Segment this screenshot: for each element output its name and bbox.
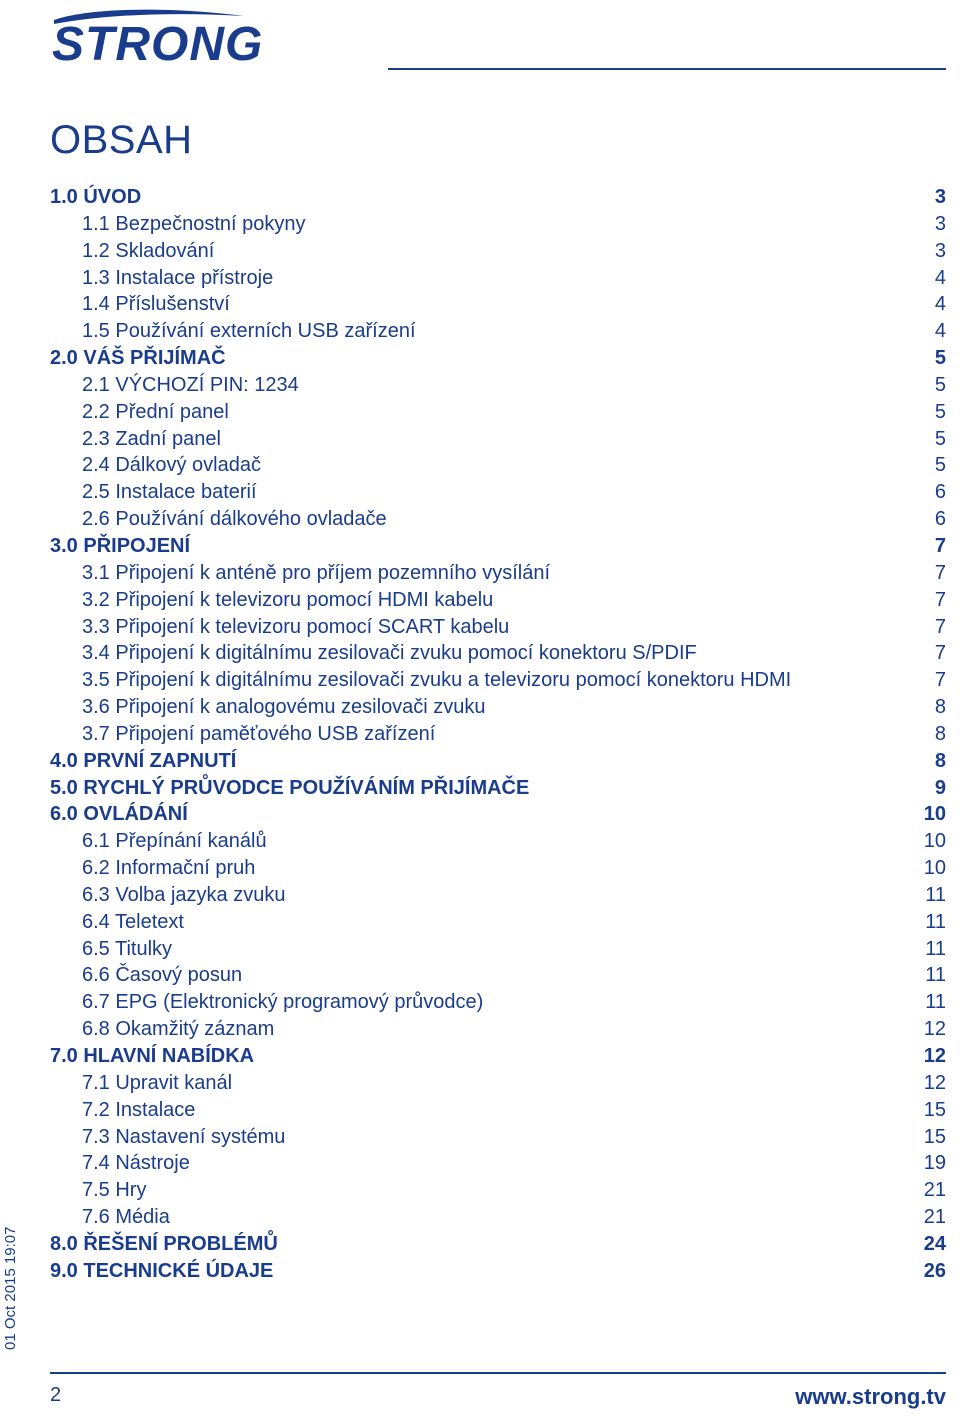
toc-entry-label: 7.6 Média — [82, 1206, 170, 1229]
toc-entry-label: 7.5 Hry — [82, 1179, 147, 1202]
toc-entry-page: 10 — [923, 803, 946, 826]
toc-subsection-entry[interactable] — [50, 989, 946, 1016]
toc-entry-page: 21 — [923, 1206, 946, 1229]
toc-subsection-entry[interactable] — [50, 291, 946, 318]
toc-subsection-entry[interactable] — [50, 1016, 946, 1043]
toc-entry-label: 7.0 HLAVNÍ NABÍDKA — [50, 1045, 255, 1067]
toc-entry-page: 5 — [934, 454, 946, 477]
toc-entry-label: 2.0 VÁŠ PŘIJÍMAČ — [50, 347, 226, 370]
toc-section-entry[interactable] — [50, 533, 946, 560]
toc-subsection-entry[interactable] — [50, 506, 946, 533]
toc-entry-label: 3.0 PŘIPOJENÍ — [50, 534, 191, 557]
toc-entry-label: 2.2 Přední panel — [82, 400, 229, 423]
toc-entry-page: 12 — [923, 1071, 946, 1094]
toc-entry-label: 1.3 Instalace přístroje — [82, 266, 274, 289]
toc-subsection-entry[interactable] — [50, 479, 946, 506]
toc-entry-page: 3 — [934, 186, 946, 208]
toc-entry-label: 1.4 Příslušenství — [82, 293, 230, 316]
print-timestamp: 01 Oct 2015 19:07 — [2, 1226, 19, 1350]
toc-section-entry[interactable] — [50, 184, 946, 211]
toc-entry-page: 11 — [925, 991, 946, 1014]
toc-subsection-entry[interactable] — [50, 265, 946, 292]
toc-entry-page: 12 — [923, 1018, 946, 1041]
toc-entry-label: 1.1 Bezpečnostní pokyny — [82, 212, 306, 235]
toc-subsection-entry[interactable] — [50, 667, 946, 694]
toc-entry-page: 5 — [934, 373, 946, 396]
toc-entry-label: 8.0 ŘEŠENÍ PROBLÉMŮ — [50, 1232, 278, 1255]
toc-entry-page: 7 — [934, 534, 946, 557]
toc-entry-label: 1.5 Používání externích USB zařízení — [82, 320, 416, 343]
toc-entry-page: 11 — [925, 937, 946, 960]
toc-subsection-entry[interactable] — [50, 828, 946, 855]
toc-entry-page: 11 — [925, 883, 946, 906]
toc-entry-page: 12 — [923, 1045, 946, 1067]
toc-entry-page: 11 — [925, 964, 946, 987]
toc-entry-page: 3 — [934, 212, 946, 235]
toc-entry-label: 7.4 Nástroje — [82, 1152, 190, 1175]
toc-entry-page: 4 — [934, 266, 946, 289]
toc-subsection-entry[interactable] — [50, 426, 946, 453]
toc-entry-label: 3.4 Připojení k digitálnímu zesilovači zvuku pomocí konektoru S/PDIF — [82, 642, 697, 665]
logo-lettering: STRONG — [52, 18, 264, 64]
toc-entry-page: 6 — [934, 508, 946, 531]
toc-entry-label: 6.3 Volba jazyka zvuku — [82, 883, 286, 906]
toc-entry-page: 15 — [923, 1125, 946, 1148]
toc-section-entry[interactable] — [50, 1258, 946, 1285]
toc-entry-label: 6.4 Teletext — [82, 910, 184, 933]
toc-subsection-entry[interactable] — [50, 452, 946, 479]
toc-entry-label: 6.8 Okamžitý záznam — [82, 1018, 275, 1041]
toc-subsection-entry[interactable] — [50, 1177, 946, 1204]
toc-entry-page: 8 — [934, 722, 946, 745]
toc-entry-page: 5 — [934, 427, 946, 450]
toc-entry-label: 1.0 ÚVOD — [50, 186, 142, 208]
toc-entry-page: 7 — [934, 669, 946, 692]
toc-subsection-entry[interactable] — [50, 909, 946, 936]
header-divider — [388, 68, 946, 70]
toc-subsection-entry[interactable] — [50, 855, 946, 882]
toc-entry-label: 3.6 Připojení k analogovému zesilovači zvuku — [82, 696, 486, 719]
toc-entry-page: 7 — [934, 642, 946, 665]
toc-entry-page: 6 — [934, 481, 946, 504]
toc-entry-page: 4 — [934, 320, 946, 343]
page-number: 2 — [50, 1384, 62, 1406]
toc-subsection-entry[interactable] — [50, 211, 946, 238]
toc-section-entry[interactable] — [50, 748, 946, 775]
toc-entry-label: 7.3 Nastavení systému — [82, 1125, 286, 1148]
toc-entry-page: 15 — [923, 1098, 946, 1121]
toc-entry-page: 5 — [934, 400, 946, 423]
toc-entry-page: 10 — [923, 830, 946, 853]
toc-subsection-entry[interactable] — [50, 1150, 946, 1177]
toc-entry-page: 19 — [923, 1152, 946, 1175]
toc-entry-page: 21 — [923, 1179, 946, 1202]
toc-entry-label: 6.7 EPG (Elektronický programový průvodce) — [82, 991, 484, 1014]
toc-entry-label: 6.1 Přepínání kanálů — [82, 830, 267, 853]
page-title: OBSAH — [50, 118, 193, 162]
toc-entry-label: 2.4 Dálkový ovladač — [82, 454, 261, 477]
toc-entry-label: 3.3 Připojení k televizoru pomocí SCART kabelu — [82, 615, 510, 638]
toc-subsection-entry[interactable] — [50, 587, 946, 614]
toc-subsection-entry[interactable] — [50, 882, 946, 909]
website-link[interactable]: www.strong.tv — [795, 1384, 946, 1409]
toc-entry-page: 7 — [934, 615, 946, 638]
toc-entry-page: 7 — [934, 561, 946, 584]
toc-subsection-entry[interactable] — [50, 962, 946, 989]
toc-entry-page: 24 — [923, 1232, 946, 1255]
toc-entry-page: 8 — [934, 696, 946, 719]
toc-entry-label: 3.2 Připojení k televizoru pomocí HDMI kabelu — [82, 588, 494, 611]
toc-entry-label: 3.7 Připojení paměťového USB zařízení — [82, 722, 436, 745]
toc-section-entry[interactable] — [50, 775, 946, 802]
toc-entry-page: 5 — [934, 347, 946, 370]
toc-subsection-entry[interactable] — [50, 399, 946, 426]
toc-entry-page: 11 — [925, 910, 946, 933]
toc-entry-label: 2.5 Instalace baterií — [82, 481, 257, 504]
table-of-contents — [50, 184, 946, 1285]
toc-entry-label: 6.0 OVLÁDÁNÍ — [50, 803, 188, 826]
toc-entry-page: 3 — [934, 239, 946, 262]
toc-entry-label: 5.0 RYCHLÝ PRŮVODCE POUŽÍVÁNÍM PŘIJÍMAČE — [50, 776, 530, 799]
toc-subsection-entry[interactable] — [50, 936, 946, 963]
toc-entry-page: 9 — [934, 776, 946, 799]
toc-section-entry[interactable] — [50, 1043, 946, 1070]
toc-subsection-entry[interactable] — [50, 1124, 946, 1151]
toc-subsection-entry[interactable] — [50, 1204, 946, 1231]
toc-subsection-entry[interactable] — [50, 694, 946, 721]
toc-entry-label: 4.0 PRVNÍ ZAPNUTÍ — [50, 749, 237, 772]
toc-subsection-entry[interactable] — [50, 560, 946, 587]
toc-subsection-entry[interactable] — [50, 1097, 946, 1124]
toc-section-entry[interactable] — [50, 1231, 946, 1258]
toc-entry-page: 10 — [923, 857, 946, 880]
toc-subsection-entry[interactable] — [50, 614, 946, 641]
toc-entry-label: 6.5 Titulky — [82, 937, 173, 960]
toc-entry-label: 7.1 Upravit kanál — [82, 1071, 233, 1094]
toc-entry-label: 7.2 Instalace — [82, 1098, 196, 1121]
toc-entry-page: 26 — [923, 1259, 946, 1282]
toc-subsection-entry[interactable] — [50, 238, 946, 265]
strong-logo — [48, 8, 340, 64]
toc-subsection-entry[interactable] — [50, 721, 946, 748]
toc-section-entry[interactable] — [50, 801, 946, 828]
toc-entry-label: 3.1 Připojení k anténě pro příjem pozemního vysílání — [82, 561, 551, 584]
toc-subsection-entry[interactable] — [50, 1070, 946, 1097]
toc-entry-page: 4 — [934, 293, 946, 316]
toc-section-entry[interactable] — [50, 345, 946, 372]
toc-entry-label: 9.0 TECHNICKÉ ÚDAJE — [50, 1259, 274, 1282]
toc-entry-label: 3.5 Připojení k digitálnímu zesilovači zvuku a televizoru pomocí konektoru HDMI — [82, 669, 792, 692]
toc-entry-label: 1.2 Skladování — [82, 239, 215, 262]
footer-divider — [50, 1372, 946, 1374]
toc-subsection-entry[interactable] — [50, 318, 946, 345]
toc-entry-page: 7 — [934, 588, 946, 611]
toc-entry-label: 6.2 Informační pruh — [82, 857, 256, 880]
toc-entry-page: 8 — [934, 749, 946, 772]
toc-entry-label: 2.1 VÝCHOZÍ PIN: 1234 — [82, 373, 299, 396]
toc-entry-label: 2.3 Zadní panel — [82, 427, 221, 450]
toc-subsection-entry[interactable] — [50, 372, 946, 399]
toc-entry-label: 2.6 Používání dálkového ovladače — [82, 508, 387, 531]
toc-subsection-entry[interactable] — [50, 640, 946, 667]
toc-entry-label: 6.6 Časový posun — [82, 964, 243, 987]
